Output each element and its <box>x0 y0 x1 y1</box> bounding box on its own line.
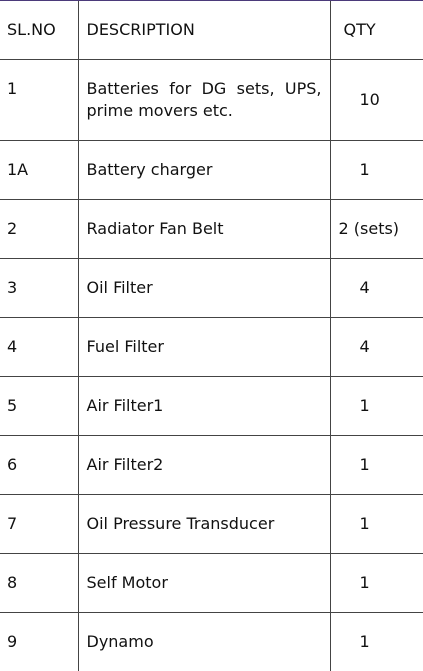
cell-sl-no: 4 <box>0 317 78 376</box>
cell-qty <box>330 140 423 199</box>
table-row <box>0 494 423 553</box>
cell-qty <box>330 59 423 140</box>
cell-sl-no: 2 <box>0 199 78 258</box>
table-row <box>0 435 423 494</box>
table-row <box>0 376 423 435</box>
cell-qty <box>330 612 423 671</box>
cell-description: Fuel Filter <box>78 317 330 376</box>
cell-sl-no: 9 <box>0 612 78 671</box>
cell-sl-no: 1A <box>0 140 78 199</box>
table-row <box>0 317 423 376</box>
spares-table <box>0 1 423 671</box>
cell-sl-no: 8 <box>0 553 78 612</box>
qty-value: 1 <box>359 572 370 592</box>
cell-description: Self Motor <box>78 553 330 612</box>
header-description: DESCRIPTION <box>78 1 330 59</box>
cell-qty <box>330 553 423 612</box>
header-sl-no: SL.NO <box>0 1 78 59</box>
qty-value: 10 <box>359 89 380 109</box>
cell-qty <box>330 258 423 317</box>
cell-qty <box>330 494 423 553</box>
table-row <box>0 199 423 258</box>
cell-sl-no: 6 <box>0 435 78 494</box>
cell-sl-no: 7 <box>0 494 78 553</box>
cell-description: Oil Pressure Transducer <box>78 494 330 553</box>
cell-description: Oil Filter <box>78 258 330 317</box>
table-row <box>0 258 423 317</box>
cell-sl-no: 5 <box>0 376 78 435</box>
qty-value: 2 (sets) <box>338 218 400 238</box>
qty-value: 1 <box>359 631 370 651</box>
qty-value: 4 <box>359 277 370 297</box>
table-row <box>0 612 423 671</box>
table-header-row <box>0 1 423 59</box>
qty-value: 1 <box>359 395 370 415</box>
cell-qty <box>330 376 423 435</box>
cell-description: Air Filter1 <box>78 376 330 435</box>
cell-description: Battery charger <box>78 140 330 199</box>
cell-sl-no: 1 <box>0 59 78 140</box>
qty-value: 1 <box>359 159 370 179</box>
header-qty: QTY <box>330 1 423 59</box>
cell-qty <box>330 199 423 258</box>
table-row <box>0 553 423 612</box>
qty-value: 4 <box>359 336 370 356</box>
table-row <box>0 140 423 199</box>
cell-qty <box>330 435 423 494</box>
qty-value: 1 <box>359 454 370 474</box>
cell-description: Radiator Fan Belt <box>78 199 330 258</box>
table-row <box>0 59 423 140</box>
cell-sl-no: 3 <box>0 258 78 317</box>
cell-description: Batteries for DG sets, UPS, prime movers etc. <box>78 59 330 140</box>
cell-description: Air Filter2 <box>78 435 330 494</box>
qty-value: 1 <box>359 513 370 533</box>
cell-description: Dynamo <box>78 612 330 671</box>
cell-qty <box>330 317 423 376</box>
